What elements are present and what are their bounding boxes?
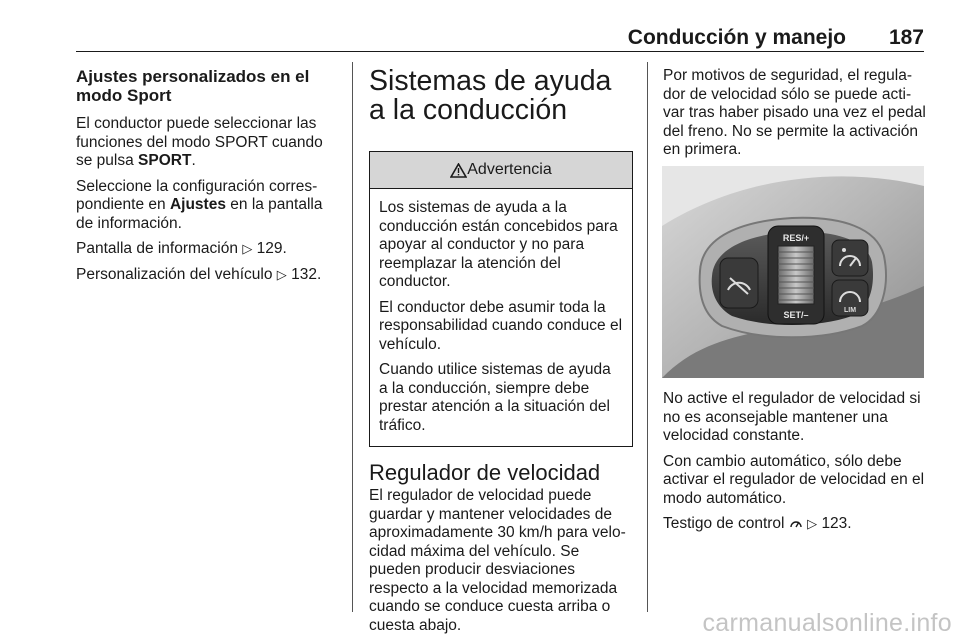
running-header-title: Conducción y manejo [627, 26, 846, 49]
page-ref-arrow-icon: ▷ [242, 241, 253, 256]
warning-paragraph: Los sistemas de ayuda a la conducción están concebidos para apoyar al conductor y no para reemplazar la atención del conductor. [379, 199, 618, 290]
header-rule [76, 51, 924, 52]
paragraph: Por motivos de seguridad, el regula- dor de velocidad sólo se puede acti- var tras haber pisado una vez el pedal del freno. No se permite la activación en primera. [663, 67, 926, 158]
right-column-bottom [663, 390, 929, 541]
paragraph: El regulador de velocidad puede guardar y mantener velocidades de aproximadamente 30 km/h para velo- cidad máxima del vehículo. Se pueden producir desviaciones respecto a la velocidad memorizada cuando se conduce cuesta arriba o cuesta abajo. [369, 487, 626, 634]
ajustes-label: Ajustes [169, 196, 226, 213]
page-ref-arrow-icon: ▷ [807, 516, 818, 531]
right-column-top [663, 67, 927, 167]
sport-key-label: SPORT [138, 152, 192, 169]
cross-reference[interactable]: Pantalla de información ▷ 129. [76, 240, 287, 257]
cross-reference[interactable]: Testigo de control ▷ 123. [663, 515, 852, 532]
warning-paragraph: El conductor debe asumir toda la responsabilidad cuando conduce el vehículo. [379, 298, 623, 353]
left-column [76, 67, 338, 291]
steering-wheel-cruise-controls-figure [662, 166, 924, 378]
section-heading-sport: Ajustes personalizados en el modo Sport [76, 67, 310, 105]
warning-header [370, 152, 632, 189]
paragraph: Con cambio automático, sólo debe activar el regulador de velocidad en el modo automático. [663, 452, 925, 507]
page-number: 187 [888, 26, 924, 49]
watermark: carmanualsonline.info [702, 609, 952, 637]
chapter-heading: Sistemas de ayuda a la conducción [369, 65, 612, 126]
warning-body [370, 189, 632, 446]
res-label: RES/+ [782, 233, 810, 243]
warning-triangle-icon [450, 163, 467, 178]
cruise-control-icon [789, 517, 803, 529]
warning-title: Advertencia [467, 160, 552, 178]
subsection-heading: Regulador de velocidad [369, 460, 601, 485]
column-divider-2 [647, 62, 648, 612]
set-label: SET/– [783, 310, 809, 320]
middle-column [369, 67, 633, 642]
warning-box [369, 151, 633, 447]
warning-paragraph: Cuando utilice sistemas de ayuda a la conducción, siempre debe prestar atención a la situación del tráfico. [379, 361, 611, 434]
paragraph: Seleccione la configuración corres- pondiente en Ajustes en la pantalla de información. [76, 177, 323, 232]
column-divider-1 [352, 62, 353, 612]
paragraph: El conductor puede seleccionar las funciones del modo SPORT cuando se pulsa SPORT. [76, 115, 323, 169]
steering-wheel-cruise-controls [662, 166, 924, 378]
cross-reference[interactable]: Personalización del vehículo ▷ 132. [76, 265, 322, 283]
lim-label: LIM [843, 307, 857, 314]
page-ref-arrow-icon: ▷ [276, 266, 287, 282]
paragraph: No active el regulador de velocidad si no es aconsejable mantener una velocidad constante. [663, 390, 921, 444]
